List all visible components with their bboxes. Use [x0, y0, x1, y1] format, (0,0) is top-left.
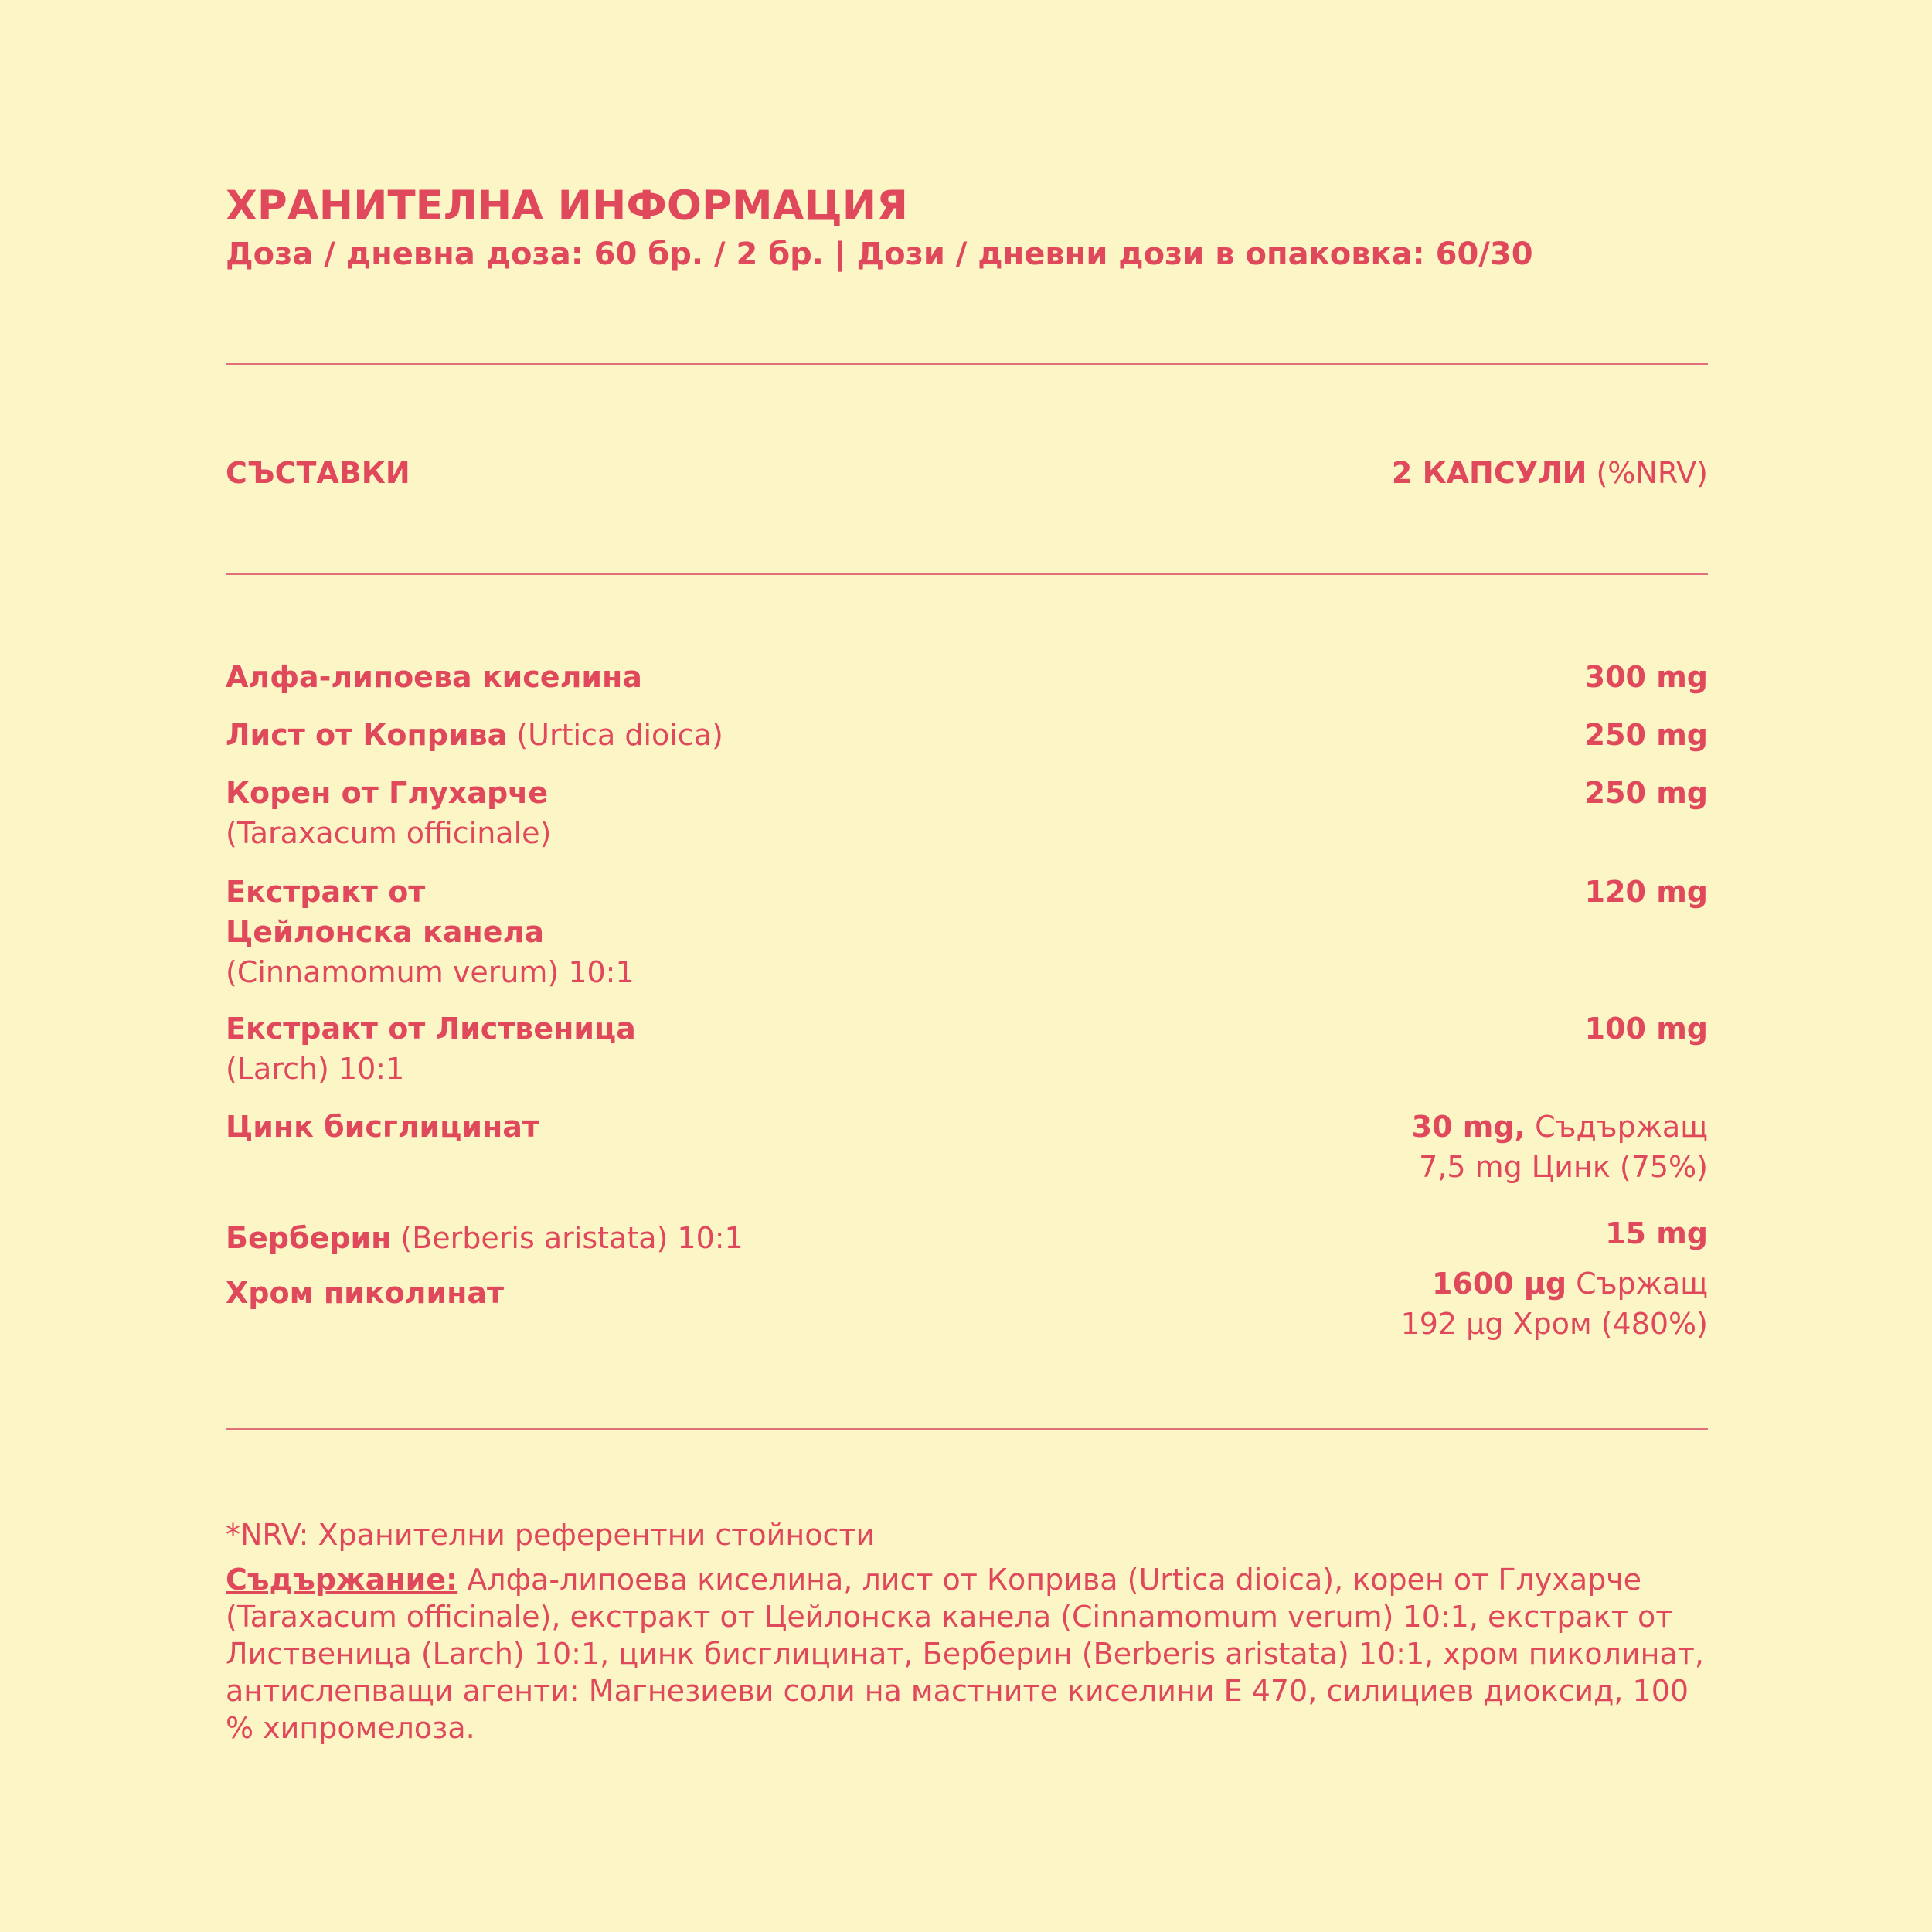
ingredient-name-bold: Екстракт от Лиственица: [226, 1012, 636, 1046]
ingredient-name-bold: Цинк бисглицинат: [226, 1110, 539, 1144]
amount-note: 7,5 mg Цинк (75%): [1419, 1150, 1708, 1184]
ingredient-amount: [1585, 657, 1708, 697]
amount-value: 250 mg: [1584, 718, 1708, 752]
ingredient-amount: [1412, 1107, 1708, 1187]
column-header-amount-main: 2 КАПСУЛИ: [1391, 456, 1587, 490]
ingredient-name: [226, 872, 634, 992]
column-header-amount: [1392, 456, 1708, 490]
ingredient-name-bold: Цейлонска канела: [226, 915, 544, 949]
amount-note: Съдържащ: [1525, 1110, 1708, 1144]
amount-value: 100 mg: [1584, 1012, 1708, 1046]
ingredient-name: [226, 1218, 743, 1258]
ingredient-latin: (Larch) 10:1: [226, 1052, 405, 1086]
ingredient-name: [226, 773, 551, 853]
amount-value: 120 mg: [1584, 875, 1708, 909]
column-header-amount-nrv: (%NRV): [1587, 456, 1708, 490]
ingredient-latin: (Cinnamomum verum) 10:1: [226, 955, 634, 989]
ingredient-latin: (Taraxacum officinale): [226, 816, 552, 850]
ingredient-name: [226, 1009, 636, 1089]
ingredient-latin: (Berberis aristata) 10:1: [391, 1221, 743, 1255]
ingredient-name-bold: Хром пиколинат: [226, 1276, 505, 1310]
dose-subtitle: Доза / дневна доза: 60 бр. / 2 бр. | Дози / дневни дози в опаковка: 60/30: [226, 236, 1533, 272]
ingredient-name-bold: Берберин: [226, 1221, 392, 1255]
nrv-footnote: *NRV: Хранителни референтни стойности: [226, 1518, 876, 1552]
amount-note: Сържащ: [1566, 1267, 1708, 1301]
ingredient-amount: [1585, 773, 1708, 813]
ingredient-amount: [1401, 1264, 1708, 1344]
ingredient-amount: [1585, 1009, 1708, 1049]
ingredient-name: [226, 1107, 539, 1147]
amount-value: 250 mg: [1584, 776, 1708, 810]
contents-paragraph: [226, 1561, 1709, 1747]
ingredient-name-bold: Лист от Коприва: [226, 718, 508, 752]
page-title: ХРАНИТЕЛНА ИНФОРМАЦИЯ: [226, 182, 908, 230]
ingredient-name-bold: Алфа-липоева киселина: [226, 660, 642, 694]
ingredient-name: [226, 657, 642, 697]
divider: [226, 1428, 1708, 1430]
ingredient-amount: [1585, 715, 1708, 755]
ingredient-name: [226, 1273, 504, 1313]
amount-value: 15 mg: [1605, 1216, 1708, 1250]
ingredient-name: [226, 715, 723, 755]
ingredient-name-bold: Екстракт от: [226, 875, 426, 909]
amount-note: 192 µg Хром (480%): [1400, 1307, 1708, 1341]
ingredient-amount: [1585, 872, 1708, 912]
amount-value: 1600 µg: [1431, 1267, 1567, 1301]
ingredient-amount: [1605, 1213, 1708, 1253]
column-header-ingredients: СЪСТАВКИ: [226, 456, 410, 490]
ingredient-latin: (Urtica dioica): [507, 718, 723, 752]
amount-value: 300 mg: [1584, 660, 1708, 694]
divider: [226, 573, 1708, 575]
contents-label: Съдържание:: [226, 1563, 458, 1597]
contents-text: Алфа-липоева киселина, лист от Коприва (Urtica dioica), корен от Глухарче (Taraxacum officinale), екстракт от Цейлонска канела (Cinnamomum verum) 10:1, екстракт от Лиственица (Larch) 10:1, цинк бисглицинат, Берберин (Berberis aristata) 10:1, хром пиколинат, антислепващи агенти: Магнезиеви соли на мастните киселини Е 470, силициев диоксид, 100 % хипромелоза.: [226, 1563, 1704, 1745]
divider: [226, 363, 1708, 365]
amount-value: 30 mg,: [1411, 1110, 1526, 1144]
ingredient-name-bold: Корен от Глухарче: [226, 776, 549, 810]
